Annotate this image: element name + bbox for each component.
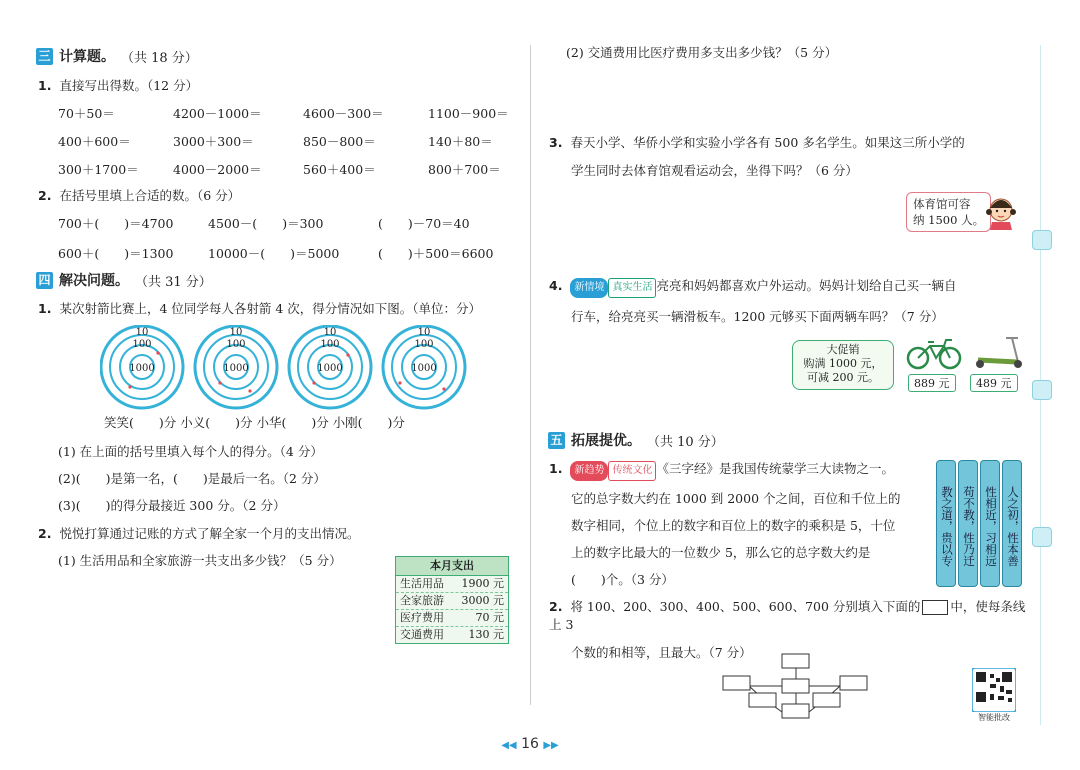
s3-q1	[38, 77, 198, 95]
section5-score: （共 10 分）	[647, 434, 724, 450]
box-puzzle	[720, 652, 870, 722]
expense-table-title: 本月支出	[396, 557, 508, 576]
puzzle-box	[749, 693, 776, 707]
arrow-hit	[312, 381, 315, 384]
expense-table	[395, 556, 509, 644]
column-divider	[530, 45, 531, 705]
tag-new-context: 新情境	[570, 278, 608, 298]
calc-item: 400＋600＝	[58, 134, 131, 149]
ring-label: 1000	[411, 363, 437, 374]
calc-item: 800＋700＝	[428, 162, 501, 177]
calc-item: 3000＋300＝	[173, 134, 254, 149]
fill-item: 600＋( )＝1300	[58, 246, 174, 261]
ring-label: 100	[132, 339, 152, 350]
sidebar-tab	[1032, 380, 1052, 400]
calc-item: 1100－900＝	[428, 106, 509, 121]
section5-title: 拓展提优。	[571, 433, 641, 449]
qr-code-icon[interactable]	[972, 668, 1016, 712]
tag-traditional-culture: 传统文化	[608, 461, 656, 481]
s4-q2-sub1: (1) 生活用品和全家旅游一共支出多少钱？（5 分）	[58, 553, 342, 568]
question-number: 1.	[38, 78, 52, 93]
fill-item: ( )－70＝40	[378, 216, 470, 231]
fill-item: ( )＋500＝6600	[378, 246, 494, 261]
s5-q1: 1. 新趋势 传统文化 《三字经》是我国传统蒙学三大读物之一。 它的总字数大约在 1000 到 2000 个之间，百位和千位上的 数字相同，个位上的数字和百位上的数字的乘积是 5，十位 上的数字比最大的一位数少 5，那么它的总字数大约是 ( )个。（3 分）	[549, 461, 901, 587]
s4-q1-sub2: (2)( )是第一名，( )是最后一名。（2 分）	[58, 471, 326, 486]
puzzle-box	[782, 679, 809, 693]
puzzle-box	[782, 704, 809, 718]
s4-q1	[38, 300, 481, 318]
s4-q3: 3. 春天小学、华侨小学和实验小学各有 500 多名学生。如果这三所小学的 学生同时去体育馆观看运动会，坐得下吗？（6 分）	[549, 135, 965, 178]
expense-row: 交通费用 130 元	[400, 628, 504, 641]
bicycle-icon	[906, 336, 962, 370]
section4-number: 四	[36, 272, 53, 289]
ring-label: 1000	[129, 363, 155, 374]
bike-price: 889 元	[908, 374, 956, 392]
capacity-bubble: 体育馆可容 纳 1500 人。	[906, 192, 991, 232]
expense-row: 生活用品 1900 元	[396, 576, 508, 593]
s4-q2-sub2: (2) 交通费用比医疗费用多支出多少钱？（5 分）	[566, 45, 838, 60]
sidebar-tab	[1032, 527, 1052, 547]
calc-item: 300＋1700＝	[58, 162, 139, 177]
section3-score: （共 18 分）	[121, 50, 198, 66]
tag-real-life: 真实生活	[608, 278, 656, 298]
question-text: 悦悦打算通过记账的方式了解全家一个月的支出情况。	[59, 526, 360, 541]
next-arrows-icon: ▶▶	[543, 740, 559, 751]
arrow-hit	[398, 381, 401, 384]
names-line: 笑笑( )分 小义( )分 小华( )分 小刚( )分	[104, 415, 405, 430]
section3-title: 计算题。	[59, 49, 115, 65]
question-text: 直接写出得数。（12 分）	[59, 78, 199, 93]
ring-label: 10	[229, 327, 243, 338]
calc-item: 70＋50＝	[58, 106, 115, 121]
question-number: 1.	[549, 461, 563, 476]
arrow-hit	[346, 353, 349, 356]
promo-badge: 大促销 购满 1000 元， 可减 200 元。	[792, 340, 894, 390]
arrow-hit	[442, 387, 445, 390]
question-number: 3.	[549, 135, 563, 150]
fill-item: 4500－( )＝300	[208, 216, 324, 231]
girl-icon	[984, 190, 1018, 230]
s4-q2	[38, 525, 359, 543]
s3-q2	[38, 187, 240, 205]
section3-number: 三	[36, 48, 53, 65]
qr-label: 智能批改	[978, 713, 1010, 722]
question-text: 某次射箭比赛上，4 位同学每人各射箭 4 次，得分情况如下图。（单位：分）	[59, 301, 482, 316]
ring-label: 1000	[317, 363, 343, 374]
section4-score: （共 31 分）	[135, 274, 212, 290]
question-number: 2.	[38, 188, 52, 203]
fill-item: 10000－( )＝5000	[208, 246, 340, 261]
puzzle-box	[813, 693, 840, 707]
calc-item: 850－800＝	[303, 134, 376, 149]
question-number: 4.	[549, 278, 563, 293]
section5-header	[548, 430, 724, 450]
ring-label: 100	[226, 339, 246, 350]
calc-item: 4000－2000＝	[173, 162, 262, 177]
scroll-3: 性相近，习相远	[980, 460, 1000, 587]
fill-grid	[58, 214, 528, 262]
question-text: 在括号里填上合适的数。（6 分）	[59, 188, 241, 203]
scooter-icon	[972, 334, 1026, 370]
ring-label: 1000	[223, 363, 249, 374]
prev-arrows-icon: ◀◀	[501, 740, 517, 751]
targets-figure	[100, 325, 480, 411]
arrow-hit	[248, 389, 251, 392]
expense-row: 全家旅游 3000 元	[396, 593, 508, 610]
tag-new-trend: 新趋势	[570, 461, 608, 481]
calc-item: 140＋80＝	[428, 134, 493, 149]
question-number: 2.	[38, 526, 52, 541]
section3-header	[36, 46, 198, 66]
scroll-1: 教之道，贵以专	[936, 460, 956, 587]
s4-q1-sub1: (1) 在上面的括号里填入每个人的得分。（4 分）	[58, 444, 323, 459]
scroll-4: 人之初，性本善	[1002, 460, 1022, 587]
section4-title: 解决问题。	[59, 273, 129, 289]
question-number: 2.	[549, 599, 563, 614]
s4-q4: 4. 新情境 真实生活 亮亮和妈妈都喜欢户外运动。妈妈计划给自己买一辆自 行车，给亮亮买一辆滑板车。1200 元够买下面两辆车吗？（7 分）	[549, 278, 957, 324]
puzzle-box	[723, 676, 750, 690]
arrow-hit	[128, 385, 131, 388]
calc-item: 4200－1000＝	[173, 106, 262, 121]
scroll-2: 苟不教，性乃迁	[958, 460, 978, 587]
arrow-hit	[218, 381, 221, 384]
calc-item: 4600－300＝	[303, 106, 384, 121]
scooter-price: 489 元	[970, 374, 1018, 392]
fill-item: 700＋( )＝4700	[58, 216, 174, 231]
ring-label: 10	[323, 327, 337, 338]
section5-number: 五	[548, 432, 565, 449]
section4-header	[36, 270, 212, 290]
puzzle-box	[782, 654, 809, 668]
ring-label: 100	[414, 339, 434, 350]
page-number: ◀◀ 16 ▶▶	[501, 736, 559, 752]
arrow-hit	[156, 351, 159, 354]
inline-box	[922, 600, 948, 615]
ring-label: 10	[417, 327, 431, 338]
s4-q1-sub3: (3)( )的得分最接近 300 分。（2 分）	[58, 498, 286, 513]
ring-label: 10	[135, 327, 149, 338]
calc-grid	[58, 104, 528, 178]
ring-label: 100	[320, 339, 340, 350]
puzzle-box	[840, 676, 867, 690]
expense-row: 医疗费用 70 元	[396, 610, 508, 627]
sidebar-tab	[1032, 230, 1052, 250]
calc-item: 560＋400＝	[303, 162, 376, 177]
question-number: 1.	[38, 301, 52, 316]
s5-q2: 2. 将 100、200、300、400、500、600、700 分别填入下面的 中，使每条线上 3 个数的和相等，且最大。（7 分）	[549, 599, 1026, 660]
